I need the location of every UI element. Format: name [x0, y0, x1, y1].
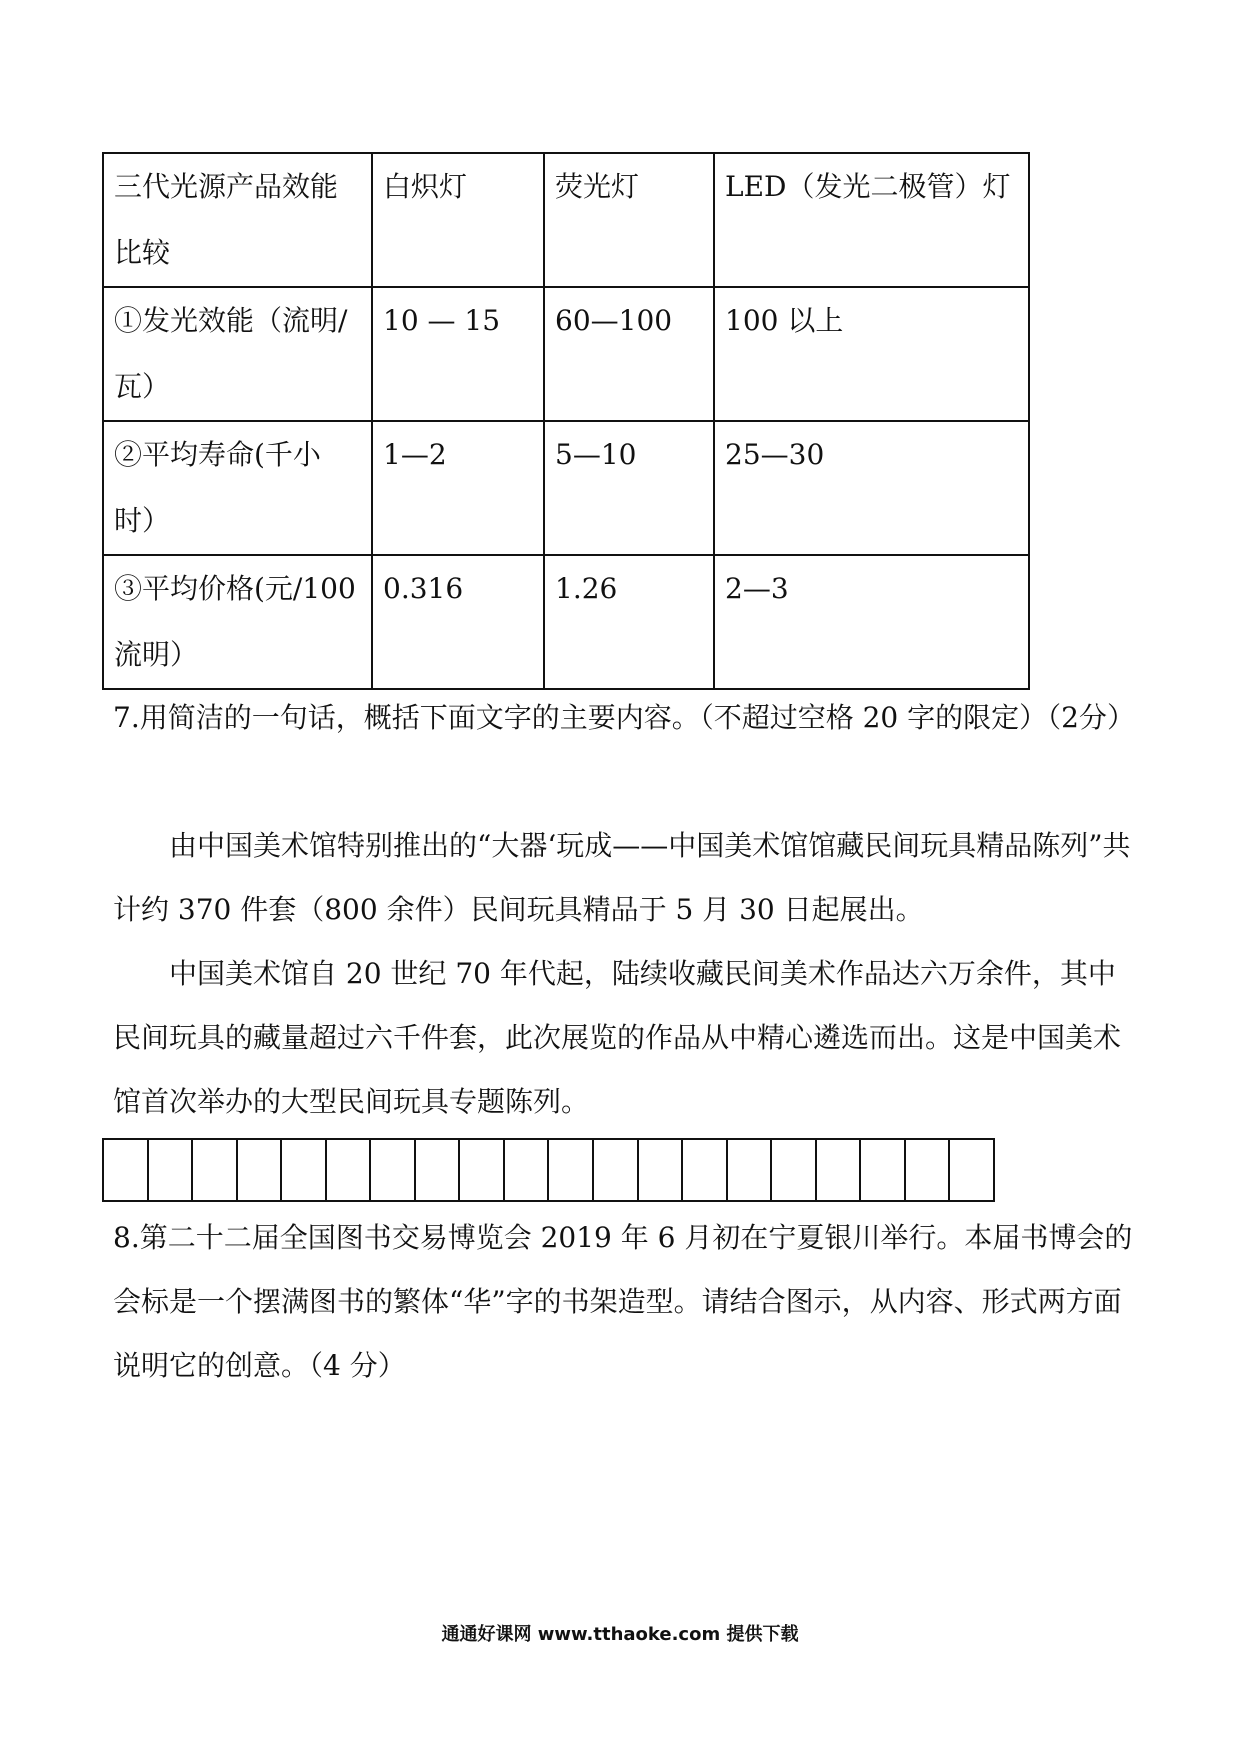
answer-box[interactable]	[238, 1140, 283, 1200]
answer-box[interactable]	[149, 1140, 194, 1200]
light-source-comparison-table	[102, 152, 1030, 690]
table-row	[103, 421, 1029, 555]
table-cell: 10 — 15	[383, 304, 501, 337]
answer-box[interactable]	[371, 1140, 416, 1200]
answer-box[interactable]	[327, 1140, 372, 1200]
answer-box[interactable]	[505, 1140, 550, 1200]
answer-box[interactable]	[549, 1140, 594, 1200]
table-cell: LED（发光二极管）灯	[725, 170, 1011, 203]
answer-box[interactable]	[817, 1140, 862, 1200]
answer-box[interactable]	[639, 1140, 684, 1200]
table-cell: 5—10	[555, 438, 637, 471]
table-cell: 60—100	[555, 304, 673, 337]
question-8: 8.第二十二届全国图书交易博览会 2019 年 6 月初在宁夏银川举行。本届书博会的会标是一个摆满图书的繁体“华”字的书架造型。请结合图示，从内容、形式两方面 说明它的创意。（4 分）	[113, 1221, 1133, 1382]
answer-box[interactable]	[594, 1140, 639, 1200]
table-cell: ②平均寿命(千小时）	[114, 438, 321, 537]
answer-grid[interactable]	[102, 1138, 995, 1202]
answer-box[interactable]	[950, 1140, 993, 1200]
passage-paragraph-2: 中国美术馆自 20 世纪 70 年代起，陆续收藏民间美术作品达六万余件，其中民间玩具的藏量超过六千件套，此次展览的作品从中精心遴选而出。这是中国美术馆首次举办的大型民间玩具专题陈列。	[113, 957, 1122, 1118]
table-cell: 25—30	[725, 438, 825, 471]
table-row	[103, 555, 1029, 689]
table-row	[103, 287, 1029, 421]
answer-box[interactable]	[416, 1140, 461, 1200]
answer-box[interactable]	[104, 1140, 149, 1200]
answer-box[interactable]	[728, 1140, 773, 1200]
table-cell: 0.316	[383, 572, 464, 605]
passage-paragraph-1: 由中国美术馆特别推出的“大器‘玩成——中国美术馆馆藏民间玩具精品陈列”共计约 370 件套（800 余件）民间玩具精品于 5 月 30 日起展出。	[113, 829, 1131, 926]
table-cell: 白炽灯	[383, 170, 468, 203]
table-cell: ③平均价格(元/100流明）	[114, 572, 356, 671]
table-cell: 2—3	[725, 572, 789, 605]
table-cell: ①发光效能（流明/瓦）	[114, 304, 348, 403]
answer-box[interactable]	[460, 1140, 505, 1200]
answer-box[interactable]	[906, 1140, 951, 1200]
answer-box[interactable]	[683, 1140, 728, 1200]
table-cell: 1.26	[555, 572, 618, 605]
table-cell: 三代光源产品效能比较	[114, 170, 339, 269]
table-cell: 1—2	[383, 438, 447, 471]
answer-box[interactable]	[282, 1140, 327, 1200]
table-cell: 荧光灯	[555, 170, 640, 203]
answer-box[interactable]	[193, 1140, 238, 1200]
table-row	[103, 153, 1029, 287]
footer-source: 通通好课网 www.tthaoke.com 提供下载	[441, 1624, 799, 1645]
table-cell: 100 以上	[725, 304, 844, 337]
answer-box[interactable]	[861, 1140, 906, 1200]
question-7: 7.用简洁的一句话，概括下面文字的主要内容。（不超过空格 20 字的限定）（2分）	[113, 701, 1135, 734]
answer-box[interactable]	[772, 1140, 817, 1200]
